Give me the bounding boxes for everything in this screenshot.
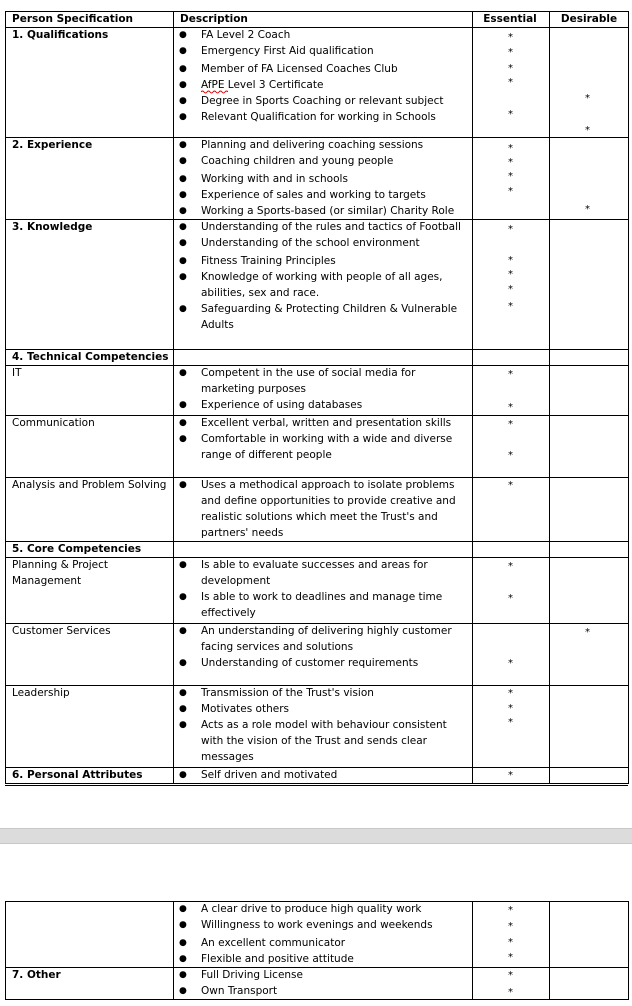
essential-mark: *: [508, 32, 513, 43]
bullet-icon: ●: [179, 112, 187, 122]
description-line: messages: [201, 751, 254, 763]
description-line: Understanding of the school environment: [201, 237, 420, 249]
row-label: Analysis and Problem Solving: [12, 479, 167, 491]
desirable-mark: *: [585, 93, 590, 104]
bullet-icon: ●: [179, 400, 187, 410]
desirable-mark: *: [585, 204, 590, 215]
row-label: 6. Personal Attributes: [12, 769, 143, 781]
description-line: Working a Sports-based (or similar) Charity Role: [201, 205, 455, 217]
description-line: marketing purposes: [201, 383, 306, 395]
bullet-icon: ●: [179, 986, 187, 996]
description-line: Acts as a role model with behaviour consistent: [201, 719, 447, 731]
bullet-icon: ●: [179, 96, 187, 106]
row-label: IT: [12, 367, 22, 379]
essential-mark: *: [508, 369, 513, 380]
bullet-icon: ●: [179, 156, 187, 166]
bullet-icon: ●: [179, 272, 187, 282]
desirable-mark: *: [585, 125, 590, 136]
description-line: Full Driving License: [201, 969, 303, 981]
header-person-specification: Person Specification: [12, 13, 134, 25]
bullet-icon: ●: [179, 626, 187, 636]
essential-mark: *: [508, 47, 513, 58]
row-label: Communication: [12, 417, 95, 429]
description-line: Own Transport: [201, 985, 278, 997]
description-line: Competent in the use of social media for: [201, 367, 416, 379]
bullet-icon: ●: [179, 480, 187, 490]
bullet-icon: ●: [179, 434, 187, 444]
description-line: Emergency First Aid qualification: [201, 45, 374, 57]
bullet-icon: ●: [179, 770, 187, 780]
description-line: Uses a methodical approach to isolate problems: [201, 479, 455, 491]
essential-mark: *: [508, 301, 513, 312]
bullet-icon: ●: [179, 720, 187, 730]
essential-mark: *: [508, 450, 513, 461]
essential-mark: *: [508, 480, 513, 491]
desirable-mark: *: [585, 627, 590, 638]
spellcheck-underline: [201, 90, 228, 94]
bullet-icon: ●: [179, 904, 187, 914]
bullet-icon: ●: [179, 140, 187, 150]
description-line: FA Level 2 Coach: [201, 29, 291, 41]
description-line: Safeguarding & Protecting Children & Vulnerable: [201, 303, 458, 315]
bullet-icon: ●: [179, 80, 187, 90]
description-line: range of different people: [201, 449, 332, 461]
description-line: Understanding of the rules and tactics of Football: [201, 221, 461, 233]
essential-mark: *: [508, 658, 513, 669]
header-desirable: Desirable: [560, 13, 618, 25]
essential-mark: *: [508, 921, 513, 932]
description-line: Motivates others: [201, 703, 289, 715]
essential-mark: *: [508, 561, 513, 572]
essential-mark: *: [508, 63, 513, 74]
row-label: 3. Knowledge: [12, 221, 93, 233]
description-line: Transmission of the Trust's vision: [201, 687, 374, 699]
bullet-icon: ●: [179, 190, 187, 200]
essential-mark: *: [508, 255, 513, 266]
description-line: A clear drive to produce high quality work: [201, 903, 422, 915]
row-label: 1. Qualifications: [12, 29, 109, 41]
row-label: Customer Services: [12, 625, 111, 637]
essential-mark: *: [508, 703, 513, 714]
description-line: Is able to evaluate successes and areas for: [201, 559, 428, 571]
bullet-icon: ●: [179, 256, 187, 266]
bullet-icon: ●: [179, 304, 187, 314]
row-label: 4. Technical Competencies: [12, 351, 169, 363]
bullet-icon: ●: [179, 688, 187, 698]
description-line: Degree in Sports Coaching or relevant subject: [201, 95, 444, 107]
essential-mark: *: [508, 905, 513, 916]
description-line: Fitness Training Principles: [201, 255, 336, 267]
essential-mark: *: [508, 688, 513, 699]
essential-mark: *: [508, 970, 513, 981]
description-line: and define opportunities to provide creative and: [201, 495, 456, 507]
essential-mark: *: [508, 157, 513, 168]
essential-mark: *: [508, 952, 513, 963]
description-line: Willingness to work evenings and weekends: [201, 919, 433, 931]
bullet-icon: ●: [179, 368, 187, 378]
essential-mark: *: [508, 186, 513, 197]
description-line: Working with and in schools: [201, 173, 348, 185]
description-line: Flexible and positive attitude: [201, 953, 354, 965]
bullet-icon: ●: [179, 418, 187, 428]
row-label: Leadership: [12, 687, 70, 699]
description-line: Understanding of customer requirements: [201, 657, 419, 669]
essential-mark: *: [508, 224, 513, 235]
description-line: facing services and solutions: [201, 641, 354, 653]
description-line: Experience of using databases: [201, 399, 363, 411]
essential-mark: *: [508, 269, 513, 280]
row-label-continued: Management: [12, 575, 82, 587]
description-line: Relevant Qualification for working in Schools: [201, 111, 436, 123]
description-line: Experience of sales and working to targets: [201, 189, 426, 201]
essential-mark: *: [508, 770, 513, 781]
essential-mark: *: [508, 987, 513, 998]
bullet-icon: ●: [179, 970, 187, 980]
description-line: Excellent verbal, written and presentation skills: [201, 417, 452, 429]
description-line: An excellent communicator: [201, 937, 346, 949]
essential-mark: *: [508, 77, 513, 88]
bullet-icon: ●: [179, 238, 187, 248]
essential-mark: *: [508, 109, 513, 120]
essential-mark: *: [508, 143, 513, 154]
description-line: AfPE Level 3 Certificate: [201, 79, 324, 91]
description-line: Comfortable in working with a wide and diverse: [201, 433, 453, 445]
bullet-icon: ●: [179, 658, 187, 668]
bullet-icon: ●: [179, 64, 187, 74]
bullet-icon: ●: [179, 30, 187, 40]
description-line: realistic solutions which meet the Trust's and: [201, 511, 438, 523]
bullet-icon: ●: [179, 560, 187, 570]
essential-mark: *: [508, 593, 513, 604]
essential-mark: *: [508, 419, 513, 430]
bullet-icon: ●: [179, 592, 187, 602]
row-label: Planning & Project: [12, 559, 109, 571]
bullet-icon: ●: [179, 704, 187, 714]
row-label: 5. Core Competencies: [12, 543, 142, 555]
essential-mark: *: [508, 717, 513, 728]
bullet-icon: ●: [179, 938, 187, 948]
row-label: 2. Experience: [12, 139, 93, 151]
bullet-icon: ●: [179, 46, 187, 56]
essential-mark: *: [508, 937, 513, 948]
bullet-icon: ●: [179, 206, 187, 216]
description-line: development: [201, 575, 271, 587]
bullet-icon: ●: [179, 954, 187, 964]
essential-mark: *: [508, 402, 513, 413]
description-line: Planning and delivering coaching sessions: [201, 139, 424, 151]
description-line: Knowledge of working with people of all ages,: [201, 271, 443, 283]
bullet-icon: ●: [179, 174, 187, 184]
header-description: Description: [180, 13, 248, 25]
description-line: abilities, sex and race.: [201, 287, 320, 299]
page-break-divider: [0, 828, 632, 844]
bullet-icon: ●: [179, 920, 187, 930]
header-essential: Essential: [483, 13, 537, 25]
description-line: Is able to work to deadlines and manage time: [201, 591, 443, 603]
description-line: An understanding of delivering highly customer: [201, 625, 452, 637]
description-line: Self driven and motivated: [201, 769, 338, 781]
description-line: effectively: [201, 607, 256, 619]
bullet-icon: ●: [179, 222, 187, 232]
essential-mark: *: [508, 284, 513, 295]
essential-mark: *: [508, 171, 513, 182]
description-line: Member of FA Licensed Coaches Club: [201, 63, 398, 75]
row-label: 7. Other: [12, 969, 61, 981]
description-line: Coaching children and young people: [201, 155, 394, 167]
description-line: with the vision of the Trust and sends clear: [201, 735, 427, 747]
description-line: Adults: [201, 319, 234, 331]
description-line: partners' needs: [201, 527, 284, 539]
